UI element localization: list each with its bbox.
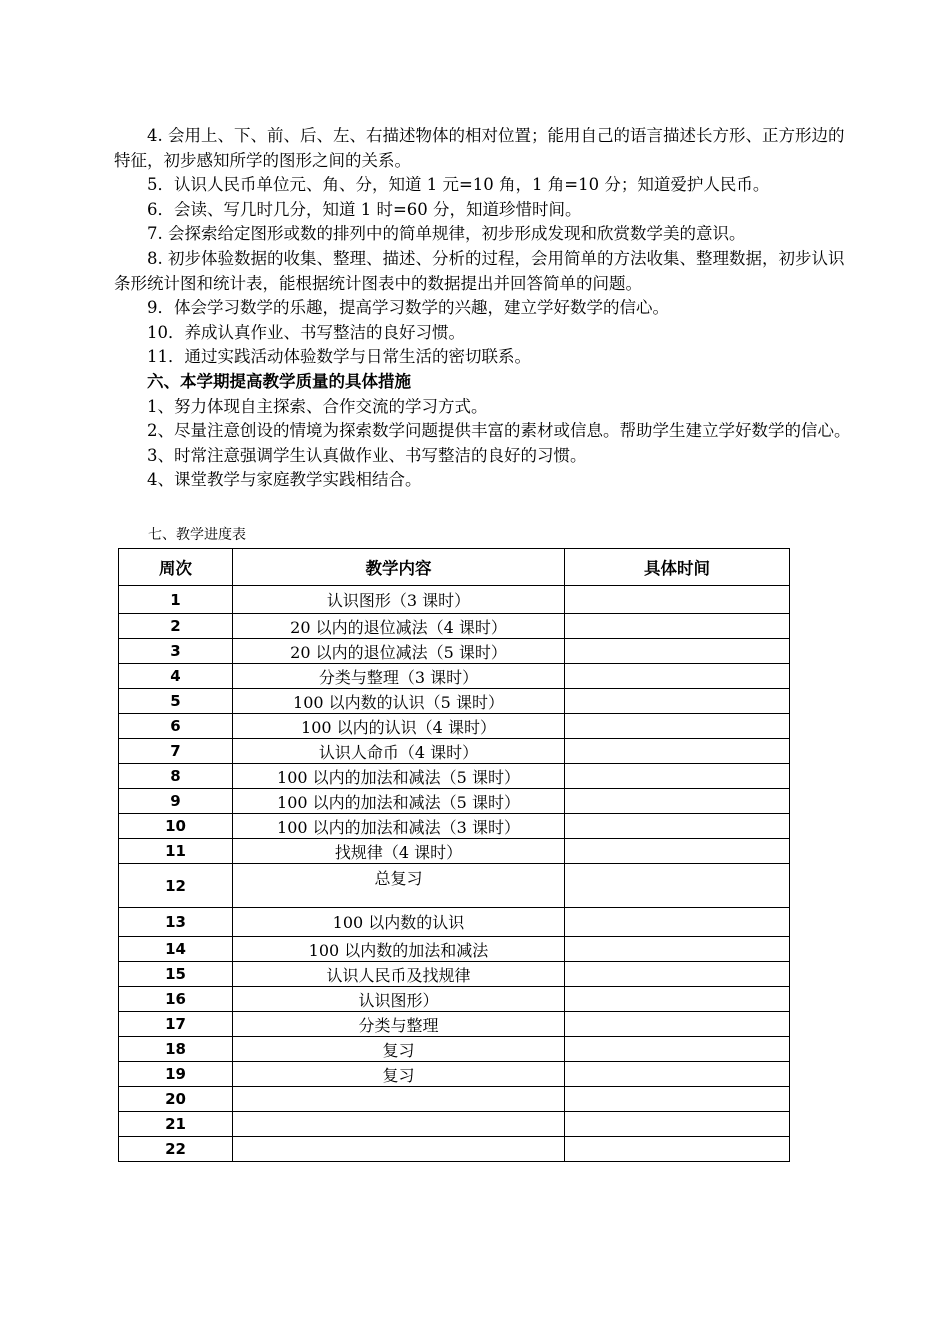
table-row: [119, 1087, 790, 1112]
time-cell: [565, 1062, 790, 1087]
table-row: [119, 962, 790, 987]
objective-5: 5．认识人民币单位元、角、分，知道 1 元=10 角，1 角=10 分；知道爱护人民币。: [147, 175, 770, 195]
time-cell: [565, 908, 790, 937]
week-cell: 19: [119, 1062, 233, 1087]
table-row: [119, 1062, 790, 1087]
content-cell: 认识图形（3 课时）: [233, 586, 565, 614]
week-cell: 9: [119, 789, 233, 814]
table-row: [119, 1037, 790, 1062]
content-cell: 100 以内的加法和减法（5 课时）: [233, 764, 565, 789]
content-cell: 总复习: [233, 864, 565, 908]
content-cell: 分类与整理: [233, 1012, 565, 1037]
content-cell: 100 以内的加法和减法（3 课时）: [233, 814, 565, 839]
time-cell: [565, 1087, 790, 1112]
week-cell: 18: [119, 1037, 233, 1062]
plan-text: [114, 124, 854, 493]
week-cell: 2: [119, 614, 233, 639]
week-cell: 5: [119, 689, 233, 714]
table-row: [119, 937, 790, 962]
week-cell: 14: [119, 937, 233, 962]
time-cell: [565, 639, 790, 664]
table-row: [119, 664, 790, 689]
week-cell: 8: [119, 764, 233, 789]
measure-2: 2、尽量注意创设的情境为探索数学问题提供丰富的素材或信息。帮助学生建立学好数学的信心。: [147, 421, 851, 441]
content-cell: 20 以内的退位减法（5 课时）: [233, 639, 565, 664]
week-cell: 13: [119, 908, 233, 937]
table-row: [119, 1137, 790, 1162]
time-cell: [565, 987, 790, 1012]
table-row: [119, 714, 790, 739]
objective-6: 6．会读、写几时几分，知道 1 时=60 分，知道珍惜时间。: [147, 199, 582, 219]
week-cell: 7: [119, 739, 233, 764]
table-row: [119, 764, 790, 789]
time-cell: [565, 1012, 790, 1037]
week-cell: 16: [119, 987, 233, 1012]
table-row: [119, 814, 790, 839]
time-cell: [565, 714, 790, 739]
content-cell: 认识图形）: [233, 987, 565, 1012]
week-cell: 17: [119, 1012, 233, 1037]
time-cell: [565, 614, 790, 639]
table-row: [119, 639, 790, 664]
week-cell: 15: [119, 962, 233, 987]
week-cell: 11: [119, 839, 233, 864]
content-cell: [233, 1112, 565, 1137]
week-cell: 10: [119, 814, 233, 839]
week-cell: 1: [119, 586, 233, 614]
measure-1: 1、努力体现自主探索、合作交流的学习方式。: [147, 396, 488, 416]
content-cell: 认识人命币（4 课时）: [233, 739, 565, 764]
table-row: [119, 614, 790, 639]
content-cell: [233, 1087, 565, 1112]
table-row: [119, 864, 790, 908]
table-row: [119, 689, 790, 714]
measure-3: 3、时常注意强调学生认真做作业、书写整洁的良好的习惯。: [147, 445, 587, 465]
table-row: [119, 586, 790, 614]
measure-4: 4、课堂教学与家庭教学实践相结合。: [147, 470, 422, 490]
week-cell: 21: [119, 1112, 233, 1137]
table-header-row: [119, 549, 790, 586]
time-cell: [565, 864, 790, 908]
week-cell: 20: [119, 1087, 233, 1112]
content-cell: 20 以内的退位减法（4 课时）: [233, 614, 565, 639]
objective-10: 10．养成认真作业、书写整洁的良好习惯。: [147, 322, 465, 342]
content-cell: [233, 1137, 565, 1162]
week-cell: 12: [119, 864, 233, 908]
time-cell: [565, 586, 790, 614]
content-cell: 认识人民币及找规律: [233, 962, 565, 987]
objective-8: 8. 初步体验数据的收集、整理、描述、分析的过程，会用简单的方法收集、整理数据，初步认识条形统计图和统计表，能根据统计图表中的数据提出并回答简单的问题。: [114, 248, 845, 293]
header-time: 具体时间: [565, 549, 790, 586]
table-caption: 七、教学进度表: [148, 527, 246, 543]
table-row: [119, 789, 790, 814]
content-cell: 100 以内的认识（4 课时）: [233, 714, 565, 739]
table-row: [119, 839, 790, 864]
time-cell: [565, 1112, 790, 1137]
time-cell: [565, 689, 790, 714]
content-cell: 100 以内的加法和减法（5 课时）: [233, 789, 565, 814]
content-cell: 100 以内数的加法和减法: [233, 937, 565, 962]
table-row: [119, 1112, 790, 1137]
time-cell: [565, 962, 790, 987]
time-cell: [565, 1137, 790, 1162]
time-cell: [565, 739, 790, 764]
schedule-table: [118, 548, 790, 1162]
objective-9: 9．体会学习数学的乐趣，提高学习数学的兴趣，建立学好数学的信心。: [147, 298, 669, 318]
objective-11: 11．通过实践活动体验数学与日常生活的密切联系。: [147, 347, 531, 367]
week-cell: 22: [119, 1137, 233, 1162]
time-cell: [565, 1037, 790, 1062]
table-row: [119, 739, 790, 764]
objective-4: 4. 会用上、下、前、后、左、右描述物体的相对位置；能用自己的语言描述长方形、正方形边的特征，初步感知所学的图形之间的关系。: [114, 126, 845, 170]
content-cell: 找规律（4 课时）: [233, 839, 565, 864]
section-heading-measures: 六、本学期提高教学质量的具体措施: [147, 371, 411, 391]
content-cell: 100 以内数的认识（5 课时）: [233, 689, 565, 714]
week-cell: 6: [119, 714, 233, 739]
content-cell: 100 以内数的认识: [233, 908, 565, 937]
time-cell: [565, 937, 790, 962]
content-cell: 复习: [233, 1037, 565, 1062]
header-content: 教学内容: [233, 549, 565, 586]
content-cell: 复习: [233, 1062, 565, 1087]
header-week: 周次: [119, 549, 233, 586]
table-row: [119, 908, 790, 937]
week-cell: 3: [119, 639, 233, 664]
week-cell: 4: [119, 664, 233, 689]
time-cell: [565, 664, 790, 689]
time-cell: [565, 789, 790, 814]
time-cell: [565, 814, 790, 839]
table-row: [119, 987, 790, 1012]
content-cell: 分类与整理（3 课时）: [233, 664, 565, 689]
time-cell: [565, 839, 790, 864]
time-cell: [565, 764, 790, 789]
table-row: [119, 1012, 790, 1037]
objective-7: 7. 会探索给定图形或数的排列中的简单规律，初步形成发现和欣赏数学美的意识。: [147, 224, 746, 244]
